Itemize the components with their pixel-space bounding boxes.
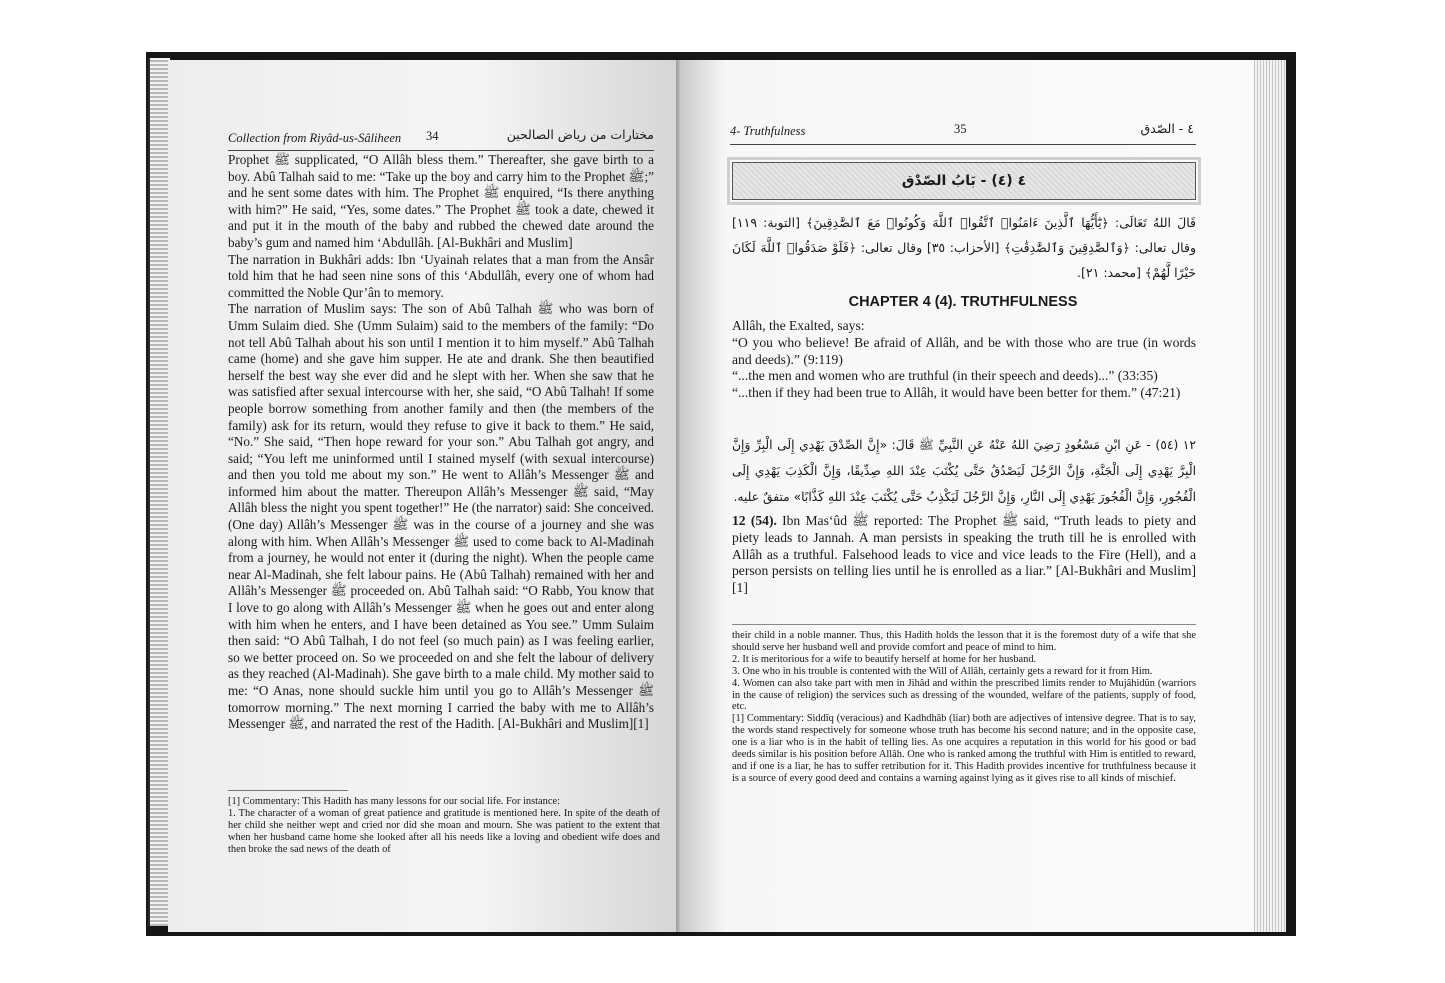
left-header-arabic: مختارات من رياض الصالحين — [506, 127, 654, 142]
verse-translation: “O you who believe! Be afraid of Allâh, and be with those who are true (in words and deeds).” (9:119) — [732, 334, 1196, 367]
right-footnote: 2. It is meritorious for a wife to beautify herself at home for her husband. — [732, 653, 1037, 665]
left-paragraph: Prophet ﷺ supplicated, “O Allâh bless them.” Thereafter, she gave birth to a boy. Abû Talhah said to me: “Take up the boy and carry him to the Prophet ﷺ;” and he sent some dates with him. The Prophet ﷺ enquired, “Is there anything with him?” He said, “Yes, some dates.” The Prophet ﷺ took a date, chewed it and put it in the mouth of the baby and rubbed the chewed date around the baby’s gum and named him ‘Abdullâh. [Al-Bukhâri and Muslim] — [228, 152, 654, 250]
hadith-text: Ibn Mas‘ûd ﷺ reported: The Prophet ﷺ said, “Truth leads to piety and piety leads to Jannah. A man persists in speaking the truth till he is enrolled with Allâh as a truthful. Falsehood leads to vice and vice leads to the Fire (Hell), and a person persists on telling lies until he is enrolled as a liar.” [Al-Bukhâri and Muslim][1] — [732, 513, 1196, 596]
left-page-edges — [148, 58, 170, 926]
left-footnote-rule — [228, 790, 348, 791]
left-footnote: 1. The character of a woman of great patience and gratitude is mentioned here. In spite of the death of her child she neither wept and cried nor did she moan and mourn. She was patient to the extent that when her husband came home she looked after all his needs like a loving and obedient wife does and then broke the sad news of the death of — [228, 807, 660, 855]
quran-verses-arabic: قَالَ اللهُ تَعَالَى: ﴿يَٰٓأَيُّهَا ٱلَّذِينَ ءَامَنُوا۟ ٱتَّقُوا۟ ٱللَّهَ وَكُونُوا۟ مَعَ ٱلصَّٰدِقِينَ﴾ [التوبة: ١١٩] وقال تعالى: ﴿وَٱلصَّٰدِقِينَ وَٱلصَّٰدِقَٰتِ﴾ [الأحزاب: ٣٥] وقال تعالى: ﴿فَلَوْ صَدَقُوا۟ ٱللَّهَ لَكَانَ خَيْرًا لَّهُمْ﴾ [محمد: ٢١]. — [732, 215, 1196, 280]
hadith-arabic: ١٢ (٥٤) - عَنِ ابْنِ مَسْعُودٍ رَضِيَ اللهُ عَنْهُ عَنِ النَّبِيِّ ﷺ قَالَ: «إِنَّ الصِّدْقَ يَهْدِي إِلَى الْبِرِّ وَإِنَّ الْبِرَّ يَهْدِي إِلَى الْجَنَّةِ، وَإِنَّ الرَّجُلَ لَيَصْدُقُ حَتَّى يُكْتَبَ عِنْدَ اللهِ صِدِّيقًا، وَإِنَّ الْكَذِبَ يَهْدِي إِلَى الْفُجُورِ، وَإِنَّ الْفُجُورَ يَهْدِي إِلَى النَّارِ، وَإِنَّ الرَّجُلَ لَيَكْذِبُ حَتَّى يُكْتَبَ عِنْدَ اللهِ كَذَّابًا» متفقٌ عليه. — [732, 438, 1196, 504]
left-header-rule — [228, 150, 654, 151]
right-header-rule — [730, 144, 1196, 145]
right-header-arabic: ٤ - الصّدق — [1140, 121, 1194, 136]
right-page-edges — [1254, 60, 1286, 932]
chapter-title-box — [732, 162, 1196, 200]
intro-line: Allâh, the Exalted, says: — [732, 318, 865, 333]
right-footnote: 3. One who in his trouble is contented with the Will of Allâh, certainly gets a reward for it from Him. — [732, 665, 1153, 677]
right-footnote: [1] Commentary: Siddîq (veracious) and Kadhdhâb (liar) both are adjectives of intensive degree. That is to say, the words stand respectively for someone whose truth has become his second nature; and in the opposite case, one is a liar who is in the habit of telling lies. As one acquires a reputation in this world for his good or bad deeds similar is his position before Allâh. One who is ranked among the truthful with Him is entitled to reward, and if one is a liar, he has to suffer retribution for it. This Hadith provides incentive for truthfulness because it is a source of every good deed and contains a warning against lying as it gives rise to all kinds of mischief. — [732, 713, 1196, 784]
hadith-number: 12 (54). — [732, 513, 777, 528]
right-page-number: 35 — [954, 122, 967, 136]
chapter-heading: CHAPTER 4 (4). TRUTHFULNESS — [848, 294, 1078, 310]
verse-translation: “...then if they had been true to Allâh, it would have been better for them.” (47:21) — [732, 385, 1181, 401]
right-footnote-rule — [732, 624, 1196, 625]
right-verses-english — [732, 318, 1196, 402]
left-paragraph: The narration in Bukhâri adds: Ibn ‘Uyainah relates that a man from the Ansâr told him that he had seen nine sons of this ‘Abdullâh, every one of whom had committed the Noble Qur’ân to memory. — [228, 251, 654, 300]
right-header-title: 4- Truthfulness — [730, 124, 806, 138]
left-header-title: Collection from Riyâd-us-Sâliheen — [228, 131, 402, 145]
left-footnotes — [228, 796, 660, 878]
right-footnotes — [732, 630, 1196, 870]
chapter-title-arabic: ٤ (٤) - بَابُ الصّدْق — [901, 173, 1027, 189]
left-footnote: [1] Commentary: This Hadith has many lessons for our social life. For instance: — [228, 796, 560, 807]
right-footnote: their child in a noble manner. Thus, this Hadith holds the lesson that it is the foremost duty of a wife that she should serve her husband well and provide comfort and peace of mind to him. — [732, 630, 1196, 653]
verse-translation: “...the men and women who are truthful (in their speech and deeds)...” (33:35) — [732, 368, 1158, 384]
left-body-text — [228, 152, 654, 784]
left-page-number: 34 — [426, 129, 439, 143]
right-footnote: 4. Women can also take part with men in Jihâd and within the prescribed limits render to Mujâhidûn (warriors in the cause of religion) the services such as dressing of the wounded, welfare of the patients, supply of food, etc. — [732, 677, 1196, 713]
hadith-english — [732, 513, 1196, 597]
left-paragraph: The narration of Muslim says: The son of Abû Talhah ﷺ who was born of Umm Sulaim died. She (Umm Sulaim) said to the members of the family: “Do not tell Abû Talhah about his son until I mention it to him myself.” Abû Talhah came (home) and she gave him supper. He ate and drank. She then beautified herself the best way she ever did and he slept with her. When she saw that he was satisfied after sexual intercourse with her, she said, “O Abû Talhah! If some people borrow something from another family and then (the members of the family) ask for its return, would they refuse to give it back to them.” He said, “No.” She said, “Then hope reward for your son.” Abu Talhah got angry, and said; “You left me uninformed until I stained myself (with sexual intercourse) and then you told me about my son.” He went to Allâh’s Messenger ﷺ and informed him about the matter. Thereupon Allâh’s Messenger ﷺ said, “May Allâh bless the night you spent together!” He (the narrator) said: She conceived. (One day) Allâh’s Messenger ﷺ was in the course of a journey and she was along with him. When Allâh’s Messenger ﷺ used to come back to Al-Madinah from a journey, he would not enter it (during the night). When the people came near Al-Madinah, she felt labour pains. He (Abû Talhah) remained with her and Allâh’s Messenger ﷺ proceeded on. Abû Talhah said: “O Rabb, You know that I love to go along with Allâh’s Messenger ﷺ when he goes out and enter along with him when he enters, and I have been detained as You see.” Umm Sulaim then said: “O Abû Talhah, I do not feel (so much pain) as I was feeling earlier, so we better proceed on. So we proceeded on and she felt the labour of delivery as they reached (Al-Madinah). She gave birth to a male child. My mother said to me: “O Anas, none should suckle him until you go to Allâh’s Messenger ﷺ tomorrow morning.” The next morning I carried the baby with me to Allâh’s Messenger ﷺ, and narrated the rest of the Hadith. [Al-Bukhâri and Muslim][1] — [228, 301, 654, 732]
